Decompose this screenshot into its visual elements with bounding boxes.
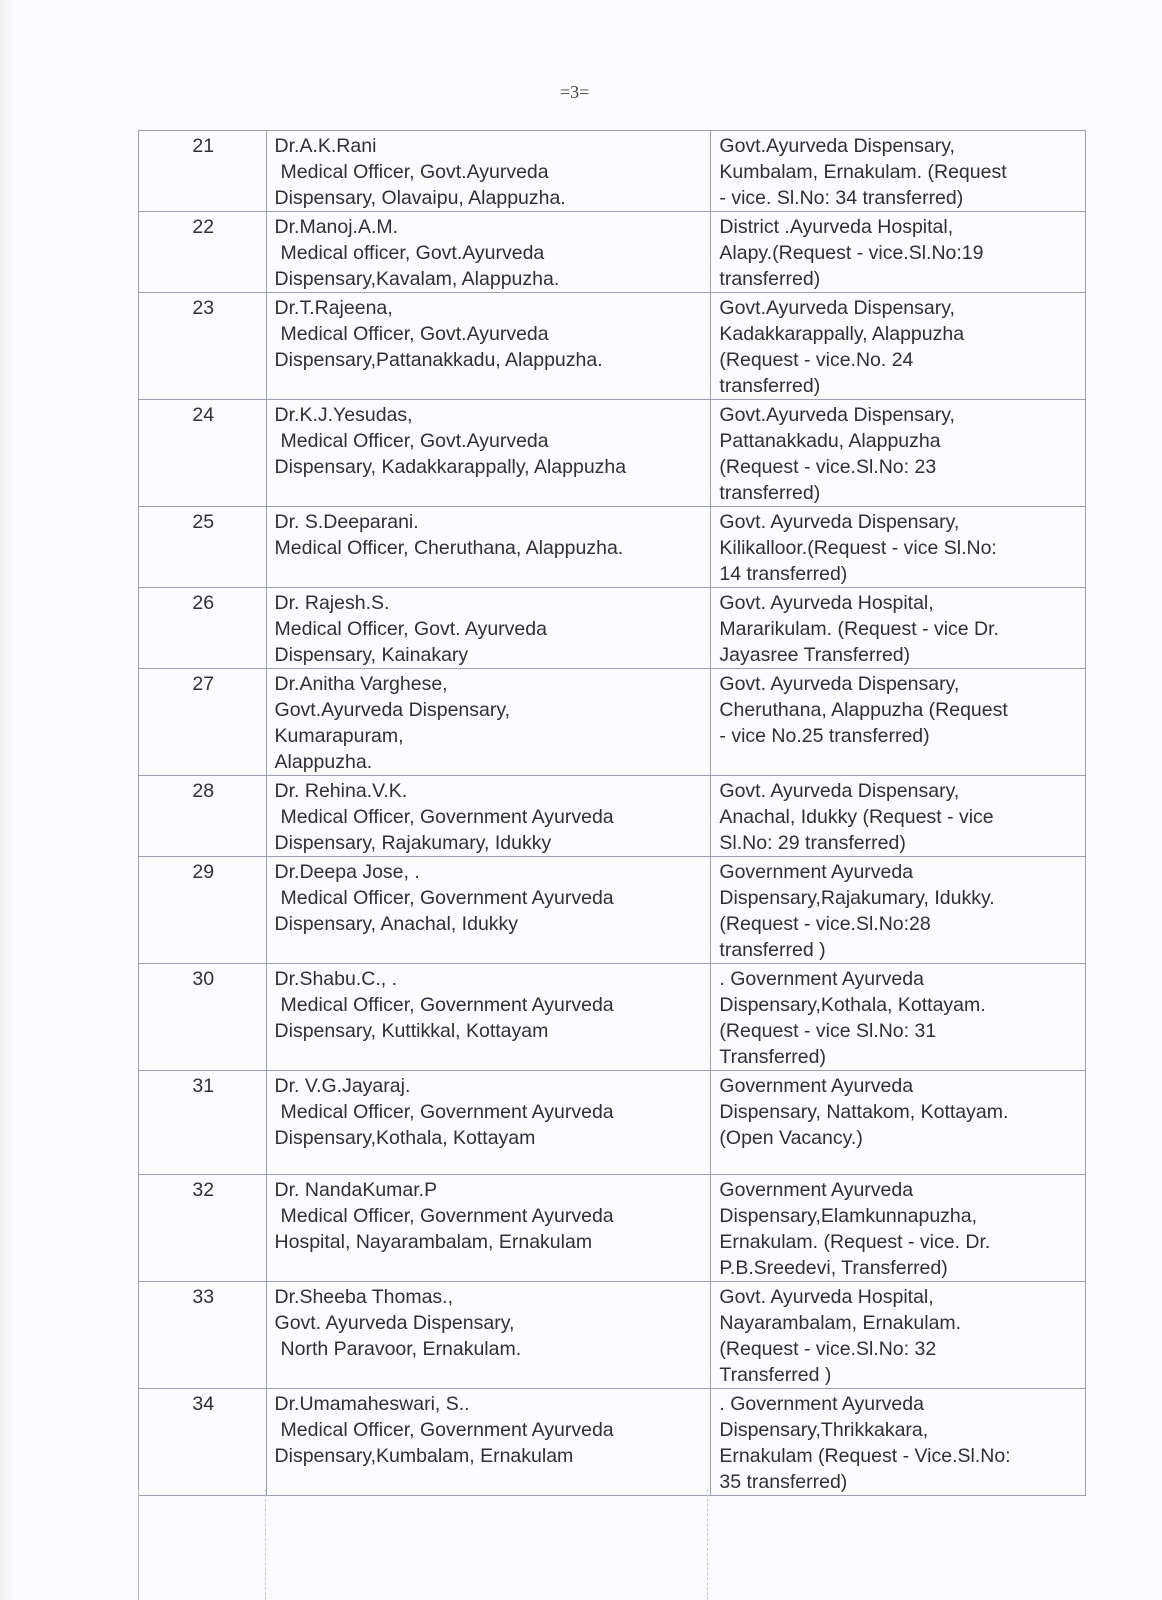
destination-line: Govt.Ayurveda Dispensary,	[719, 297, 955, 319]
destination-line: Kumbalam, Ernakulam. (Request	[719, 161, 1007, 183]
serial-number-cell: 31	[139, 1071, 267, 1175]
current-posting-line: Dispensary, Anachal, Idukky	[274, 913, 519, 935]
current-posting-line: Dispensary,Kumbalam, Ernakulam	[274, 1445, 574, 1467]
destination-line: Dispensary,Kothala, Kottayam.	[719, 994, 986, 1016]
current-posting-line: Medical Officer, Govt.Ayurveda	[280, 430, 549, 452]
destination-line: Jayasree Transferred)	[719, 644, 911, 666]
destination-line: Kadakkarappally, Alappuzha	[719, 323, 965, 345]
destination-line: Government Ayurveda	[719, 861, 914, 883]
destination-line: (Request - vice.Sl.No: 32	[719, 1338, 937, 1360]
current-posting-line: Medical Officer, Government Ayurveda	[280, 887, 614, 909]
current-posting-line: Medical officer, Govt.Ayurveda	[280, 242, 545, 264]
destination-line: - vice. Sl.No: 34 transferred)	[719, 187, 964, 209]
destination-line: 35 transferred)	[719, 1471, 848, 1493]
destination-line: District .Ayurveda Hospital,	[719, 216, 954, 238]
current-posting-cell	[266, 588, 711, 669]
destination-line: Govt.Ayurveda Dispensary,	[719, 404, 955, 426]
serial-number-cell: 24	[139, 400, 267, 507]
destination-line: - vice No.25 transferred)	[719, 725, 930, 747]
current-posting-cell	[266, 212, 711, 293]
officer-name: Dr. Rajesh.S.	[274, 592, 390, 614]
destination-line: Ernakulam. (Request - vice. Dr.	[719, 1231, 991, 1253]
transfer-destination-cell	[711, 964, 1086, 1071]
destination-line: (Request - vice.Sl.No:28	[719, 913, 931, 935]
serial-number-cell: 32	[139, 1175, 267, 1282]
destination-line: Dispensary,Elamkunnapuzha,	[719, 1205, 978, 1227]
transfer-destination-cell	[711, 293, 1086, 400]
current-posting-line: Dispensary, Olavaipu, Alappuzha.	[274, 187, 566, 209]
officer-name: Dr.Sheeba Thomas.,	[274, 1286, 454, 1308]
current-posting-line: Medical Officer, Government Ayurveda	[280, 1205, 614, 1227]
table-row	[139, 400, 1086, 507]
destination-line: Sl.No: 29 transferred)	[719, 832, 906, 854]
transfer-destination-cell	[711, 131, 1086, 212]
table-row	[139, 669, 1086, 776]
current-posting-line: Govt.Ayurveda Dispensary,	[274, 699, 511, 721]
destination-line: transferred )	[719, 939, 826, 961]
transfer-destination-cell	[711, 212, 1086, 293]
destination-line: Anachal, Idukky (Request - vice	[719, 806, 994, 828]
serial-number-cell: 23	[139, 293, 267, 400]
table-continuation-bleed	[138, 1489, 1087, 1600]
page-number: =3=	[560, 82, 590, 102]
column-divider	[265, 1489, 266, 1600]
destination-line: Govt. Ayurveda Hospital,	[719, 1286, 934, 1308]
destination-line: Kilikalloor.(Request - vice Sl.No:	[719, 537, 997, 559]
current-posting-line: Hospital, Nayarambalam, Ernakulam	[274, 1231, 593, 1253]
officer-name: Dr.Manoj.A.M.	[274, 216, 399, 238]
destination-line: Government Ayurveda	[719, 1179, 914, 1201]
destination-line: . Government Ayurveda	[719, 968, 924, 990]
destination-line: Govt. Ayurveda Hospital,	[719, 592, 934, 614]
current-posting-cell	[266, 1282, 711, 1389]
current-posting-cell	[266, 131, 711, 212]
table-row	[139, 507, 1086, 588]
current-posting-cell	[266, 857, 711, 964]
transfer-destination-cell	[711, 507, 1086, 588]
table-row	[139, 131, 1086, 212]
destination-line: Cheruthana, Alappuzha (Request	[719, 699, 1008, 721]
current-posting-line: Medical Officer, Government Ayurveda	[280, 1101, 614, 1123]
destination-line: Ernakulam (Request - Vice.Sl.No:	[719, 1445, 1011, 1467]
column-divider	[707, 1489, 708, 1600]
current-posting-line: Dispensary,Pattanakkadu, Alappuzha.	[274, 349, 603, 371]
transfer-table	[138, 130, 1086, 1496]
destination-line: (Open Vacancy.)	[719, 1127, 863, 1149]
officer-name: Dr. V.G.Jayaraj.	[274, 1075, 411, 1097]
table-row	[139, 588, 1086, 669]
transfer-destination-cell	[711, 400, 1086, 507]
current-posting-cell	[266, 1175, 711, 1282]
officer-name: Dr.T.Rajeena,	[274, 297, 393, 319]
table-row	[139, 776, 1086, 857]
table-row	[139, 857, 1086, 964]
destination-line: Transferred)	[719, 1046, 826, 1068]
serial-number-cell: 25	[139, 507, 267, 588]
officer-name: Dr.Umamaheswari, S..	[274, 1393, 470, 1415]
transfer-destination-cell	[711, 1389, 1086, 1496]
destination-line: Govt.Ayurveda Dispensary,	[719, 135, 955, 157]
officer-name: Dr.K.J.Yesudas,	[274, 404, 413, 426]
serial-number-cell: 21	[139, 131, 267, 212]
destination-line: (Request - vice.Sl.No: 23	[719, 456, 937, 478]
transfer-destination-cell	[711, 1071, 1086, 1175]
current-posting-cell	[266, 507, 711, 588]
destination-line: Dispensary,Rajakumary, Idukky.	[719, 887, 995, 909]
officer-name: Dr. NandaKumar.P	[274, 1179, 438, 1201]
destination-line: Government Ayurveda	[719, 1075, 914, 1097]
current-posting-line: Dispensary, Kuttikkal, Kottayam	[274, 1020, 549, 1042]
current-posting-line: Kumarapuram,	[274, 725, 404, 747]
current-posting-line: Dispensary, Kadakkarappally, Alappuzha	[274, 456, 627, 478]
destination-line: Pattanakkadu, Alappuzha	[719, 430, 941, 452]
destination-line: P.B.Sreedevi, Transferred)	[719, 1257, 948, 1279]
current-posting-cell	[266, 293, 711, 400]
officer-name: Dr.Shabu.C., .	[274, 968, 398, 990]
serial-number-cell: 28	[139, 776, 267, 857]
destination-line: Govt. Ayurveda Dispensary,	[719, 780, 960, 802]
table-row	[139, 1282, 1086, 1389]
serial-number-cell: 29	[139, 857, 267, 964]
serial-number-cell: 22	[139, 212, 267, 293]
destination-line: Govt. Ayurveda Dispensary,	[719, 673, 960, 695]
transfer-destination-cell	[711, 1175, 1086, 1282]
current-posting-line: Medical Officer, Cheruthana, Alappuzha.	[274, 537, 624, 559]
destination-line: transferred)	[719, 375, 821, 397]
destination-line: transferred)	[719, 268, 821, 290]
current-posting-cell	[266, 1389, 711, 1496]
table-row	[139, 1175, 1086, 1282]
table-row	[139, 1071, 1086, 1175]
current-posting-cell	[266, 1071, 711, 1175]
destination-line: Alapy.(Request - vice.Sl.No:19	[719, 242, 984, 264]
serial-number-cell: 26	[139, 588, 267, 669]
current-posting-line: Alappuzha.	[274, 751, 373, 773]
transfer-destination-cell	[711, 669, 1086, 776]
destination-line: Transferred )	[719, 1364, 832, 1386]
current-posting-line: Dispensary,Kavalam, Alappuzha.	[274, 268, 560, 290]
current-posting-line: Medical Officer, Govt. Ayurveda	[274, 618, 547, 640]
serial-number-cell: 33	[139, 1282, 267, 1389]
destination-line: Govt. Ayurveda Dispensary,	[719, 511, 960, 533]
current-posting-cell	[266, 400, 711, 507]
officer-name: Dr.Deepa Jose, .	[274, 861, 420, 883]
destination-line: (Request - vice.No. 24	[719, 349, 914, 371]
transfer-destination-cell	[711, 857, 1086, 964]
current-posting-line: Medical Officer, Government Ayurveda	[280, 994, 614, 1016]
current-posting-cell	[266, 776, 711, 857]
officer-name: Dr.A.K.Rani	[274, 135, 377, 157]
current-posting-cell	[266, 964, 711, 1071]
table-row	[139, 293, 1086, 400]
destination-line: Nayarambalam, Ernakulam.	[719, 1312, 962, 1334]
officer-name: Dr.Anitha Varghese,	[274, 673, 448, 695]
table-row	[139, 1389, 1086, 1496]
destination-line: Dispensary,Thrikkakara,	[719, 1419, 929, 1441]
transfer-destination-cell	[711, 1282, 1086, 1389]
transfer-table-body	[139, 131, 1086, 1496]
current-posting-line: Dispensary, Kainakary	[274, 644, 469, 666]
current-posting-line: Dispensary, Rajakumary, Idukky	[274, 832, 552, 854]
current-posting-cell	[266, 669, 711, 776]
current-posting-line: Medical Officer, Government Ayurveda	[280, 1419, 614, 1441]
current-posting-line: Dispensary,Kothala, Kottayam	[274, 1127, 536, 1149]
serial-number-cell: 27	[139, 669, 267, 776]
current-posting-line: Medical Officer, Govt.Ayurveda	[280, 161, 549, 183]
destination-line: (Request - vice Sl.No: 31	[719, 1020, 937, 1042]
current-posting-line: North Paravoor, Ernakulam.	[280, 1338, 522, 1360]
officer-name: Dr. S.Deeparani.	[274, 511, 419, 533]
destination-line: Mararikulam. (Request - vice Dr.	[719, 618, 999, 640]
serial-number-cell: 30	[139, 964, 267, 1071]
transfer-destination-cell	[711, 588, 1086, 669]
officer-name: Dr. Rehina.V.K.	[274, 780, 408, 802]
destination-line: Dispensary, Nattakom, Kottayam.	[719, 1101, 1009, 1123]
table-row	[139, 964, 1086, 1071]
transfer-destination-cell	[711, 776, 1086, 857]
destination-line: transferred)	[719, 482, 821, 504]
destination-line: . Government Ayurveda	[719, 1393, 924, 1415]
current-posting-line: Medical Officer, Government Ayurveda	[280, 806, 614, 828]
current-posting-line: Medical Officer, Govt.Ayurveda	[280, 323, 549, 345]
destination-line: 14 transferred)	[719, 563, 848, 585]
current-posting-line: Govt. Ayurveda Dispensary,	[274, 1312, 515, 1334]
serial-number-cell: 34	[139, 1389, 267, 1496]
table-row	[139, 212, 1086, 293]
